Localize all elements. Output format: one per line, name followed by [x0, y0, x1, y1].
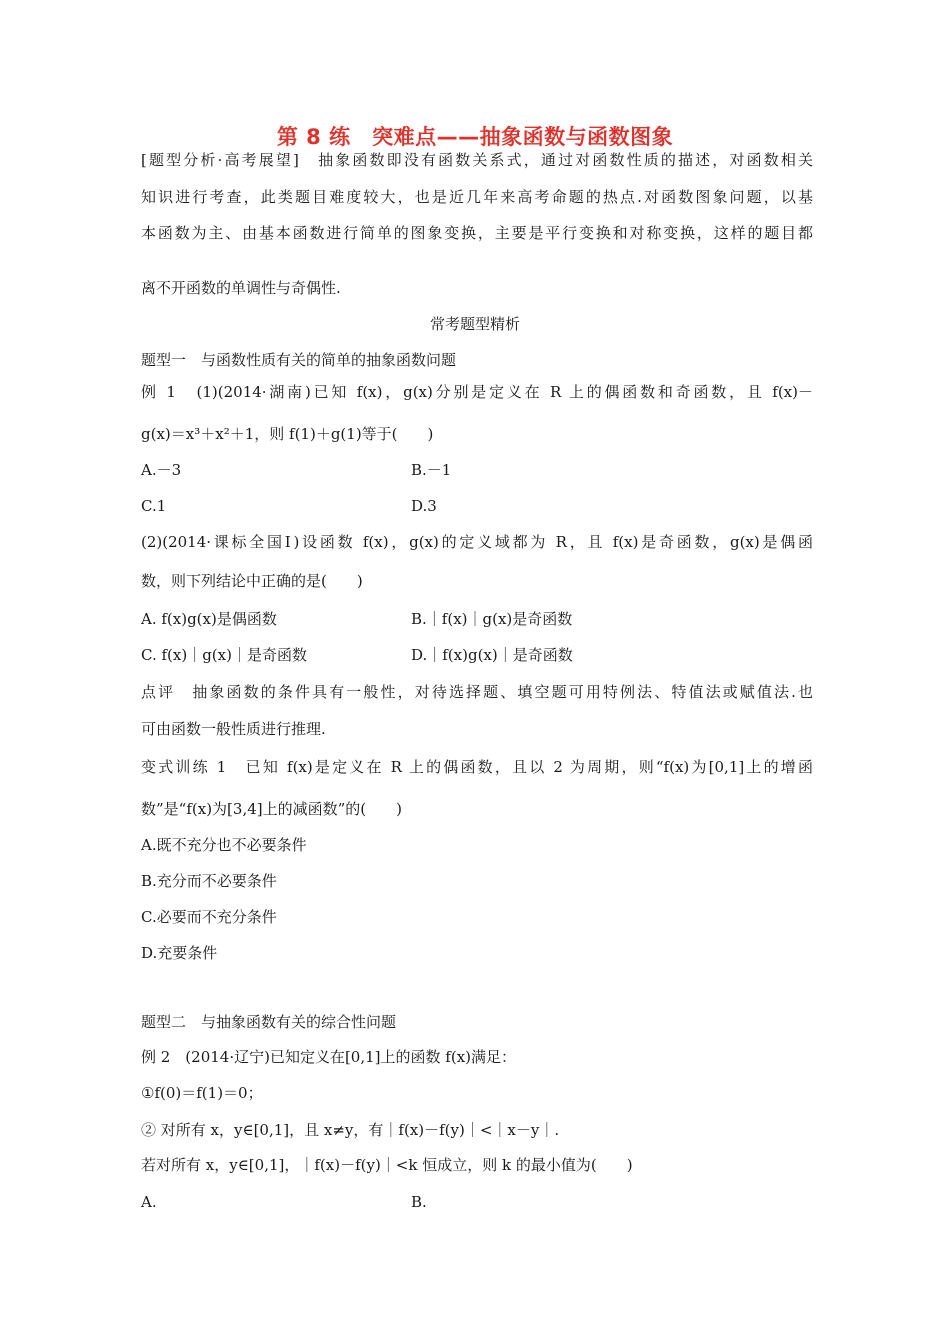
intro-line-4: 离不开函数的单调性与奇偶性.	[141, 279, 341, 297]
example1-option-c: C.1	[141, 497, 167, 515]
intro-line-3: 本函数为主、由基本函数进行简单的图象变换，主要是平行变换和对称变换，这样的题目都	[141, 224, 813, 242]
example1b-line-1: (2)(2014·课标全国Ⅰ)设函数 f(x)，g(x)的定义域都为 R，且 f(x)是奇函数，g(x)是偶函	[141, 533, 813, 551]
example1b-option-c: C. f(x)｜g(x)｜是奇函数	[141, 646, 307, 664]
example2-line-1: 例 2 (2014·辽宁)已知定义在[0,1]上的函数 f(x)满足：	[141, 1048, 517, 1066]
example1-line-2: g(x)＝x³＋x²＋1，则 f(1)＋g(1)等于( )	[141, 425, 434, 443]
variant1-option-b: B.充分而不必要条件	[141, 872, 277, 890]
example1b-option-d: D.｜f(x)g(x)｜是奇函数	[411, 646, 573, 664]
example1-option-d: D.3	[411, 497, 437, 515]
variant1-option-d: D.充要条件	[141, 944, 218, 962]
example2-option-a: A.	[141, 1193, 157, 1211]
type1-heading: 题型一 与函数性质有关的简单的抽象函数问题	[141, 351, 457, 369]
example1b-option-b: B.｜f(x)｜g(x)是奇函数	[411, 610, 573, 628]
example1-line-1: 例 1 (1)(2014·湖南)已知 f(x)，g(x)分别是定义在 R 上的偶函数和奇函数，且 f(x)－	[141, 383, 813, 401]
variant1-option-c: C.必要而不充分条件	[141, 908, 277, 926]
example2-condition-1: ①f(0)＝f(1)＝0；	[141, 1084, 263, 1102]
example1b-option-a: A. f(x)g(x)是偶函数	[141, 610, 277, 628]
example1-option-a: A.－3	[141, 461, 182, 479]
comment-line-2: 可由函数一般性质进行推理.	[141, 720, 326, 738]
variant1-option-a: A.既不充分也不必要条件	[141, 836, 307, 854]
example2-option-b: B.	[411, 1193, 427, 1211]
intro-line-2: 知识进行考查，此类题目难度较大，也是近几年来高考命题的热点.对函数图象问题，以基	[141, 188, 813, 206]
example1-option-b: B.－1	[411, 461, 452, 479]
example1b-line-2: 数，则下列结论中正确的是( )	[141, 572, 363, 590]
variant1-line-1: 变式训练 1 已知 f(x)是定义在 R 上的偶函数，且以 2 为周期，则“f(x)为[0,1]上的增函	[141, 758, 813, 776]
page-title: 第 8 练 突难点——抽象函数与函数图象	[276, 125, 674, 149]
type2-heading: 题型二 与抽象函数有关的综合性问题	[141, 1013, 397, 1031]
example2-condition-2: ② 对所有 x，y∈[0,1]，且 x≠y，有｜f(x)－f(y)｜<｜x－y｜.	[141, 1121, 560, 1139]
variant1-line-2: 数”是“f(x)为[3,4]上的减函数”的( )	[141, 800, 402, 818]
example2-line-2: 若对所有 x，y∈[0,1]，｜f(x)－f(y)｜<k 恒成立，则 k 的最小值为( )	[141, 1156, 633, 1174]
section-heading: 常考题型精析	[429, 315, 520, 333]
comment-line-1: 点评 抽象函数的条件具有一般性，对待选择题、填空题可用特例法、特值法或赋值法.也	[141, 683, 813, 701]
intro-line-1: [题型分析·高考展望] 抽象函数即没有函数关系式，通过对函数性质的描述，对函数相关	[141, 151, 813, 169]
